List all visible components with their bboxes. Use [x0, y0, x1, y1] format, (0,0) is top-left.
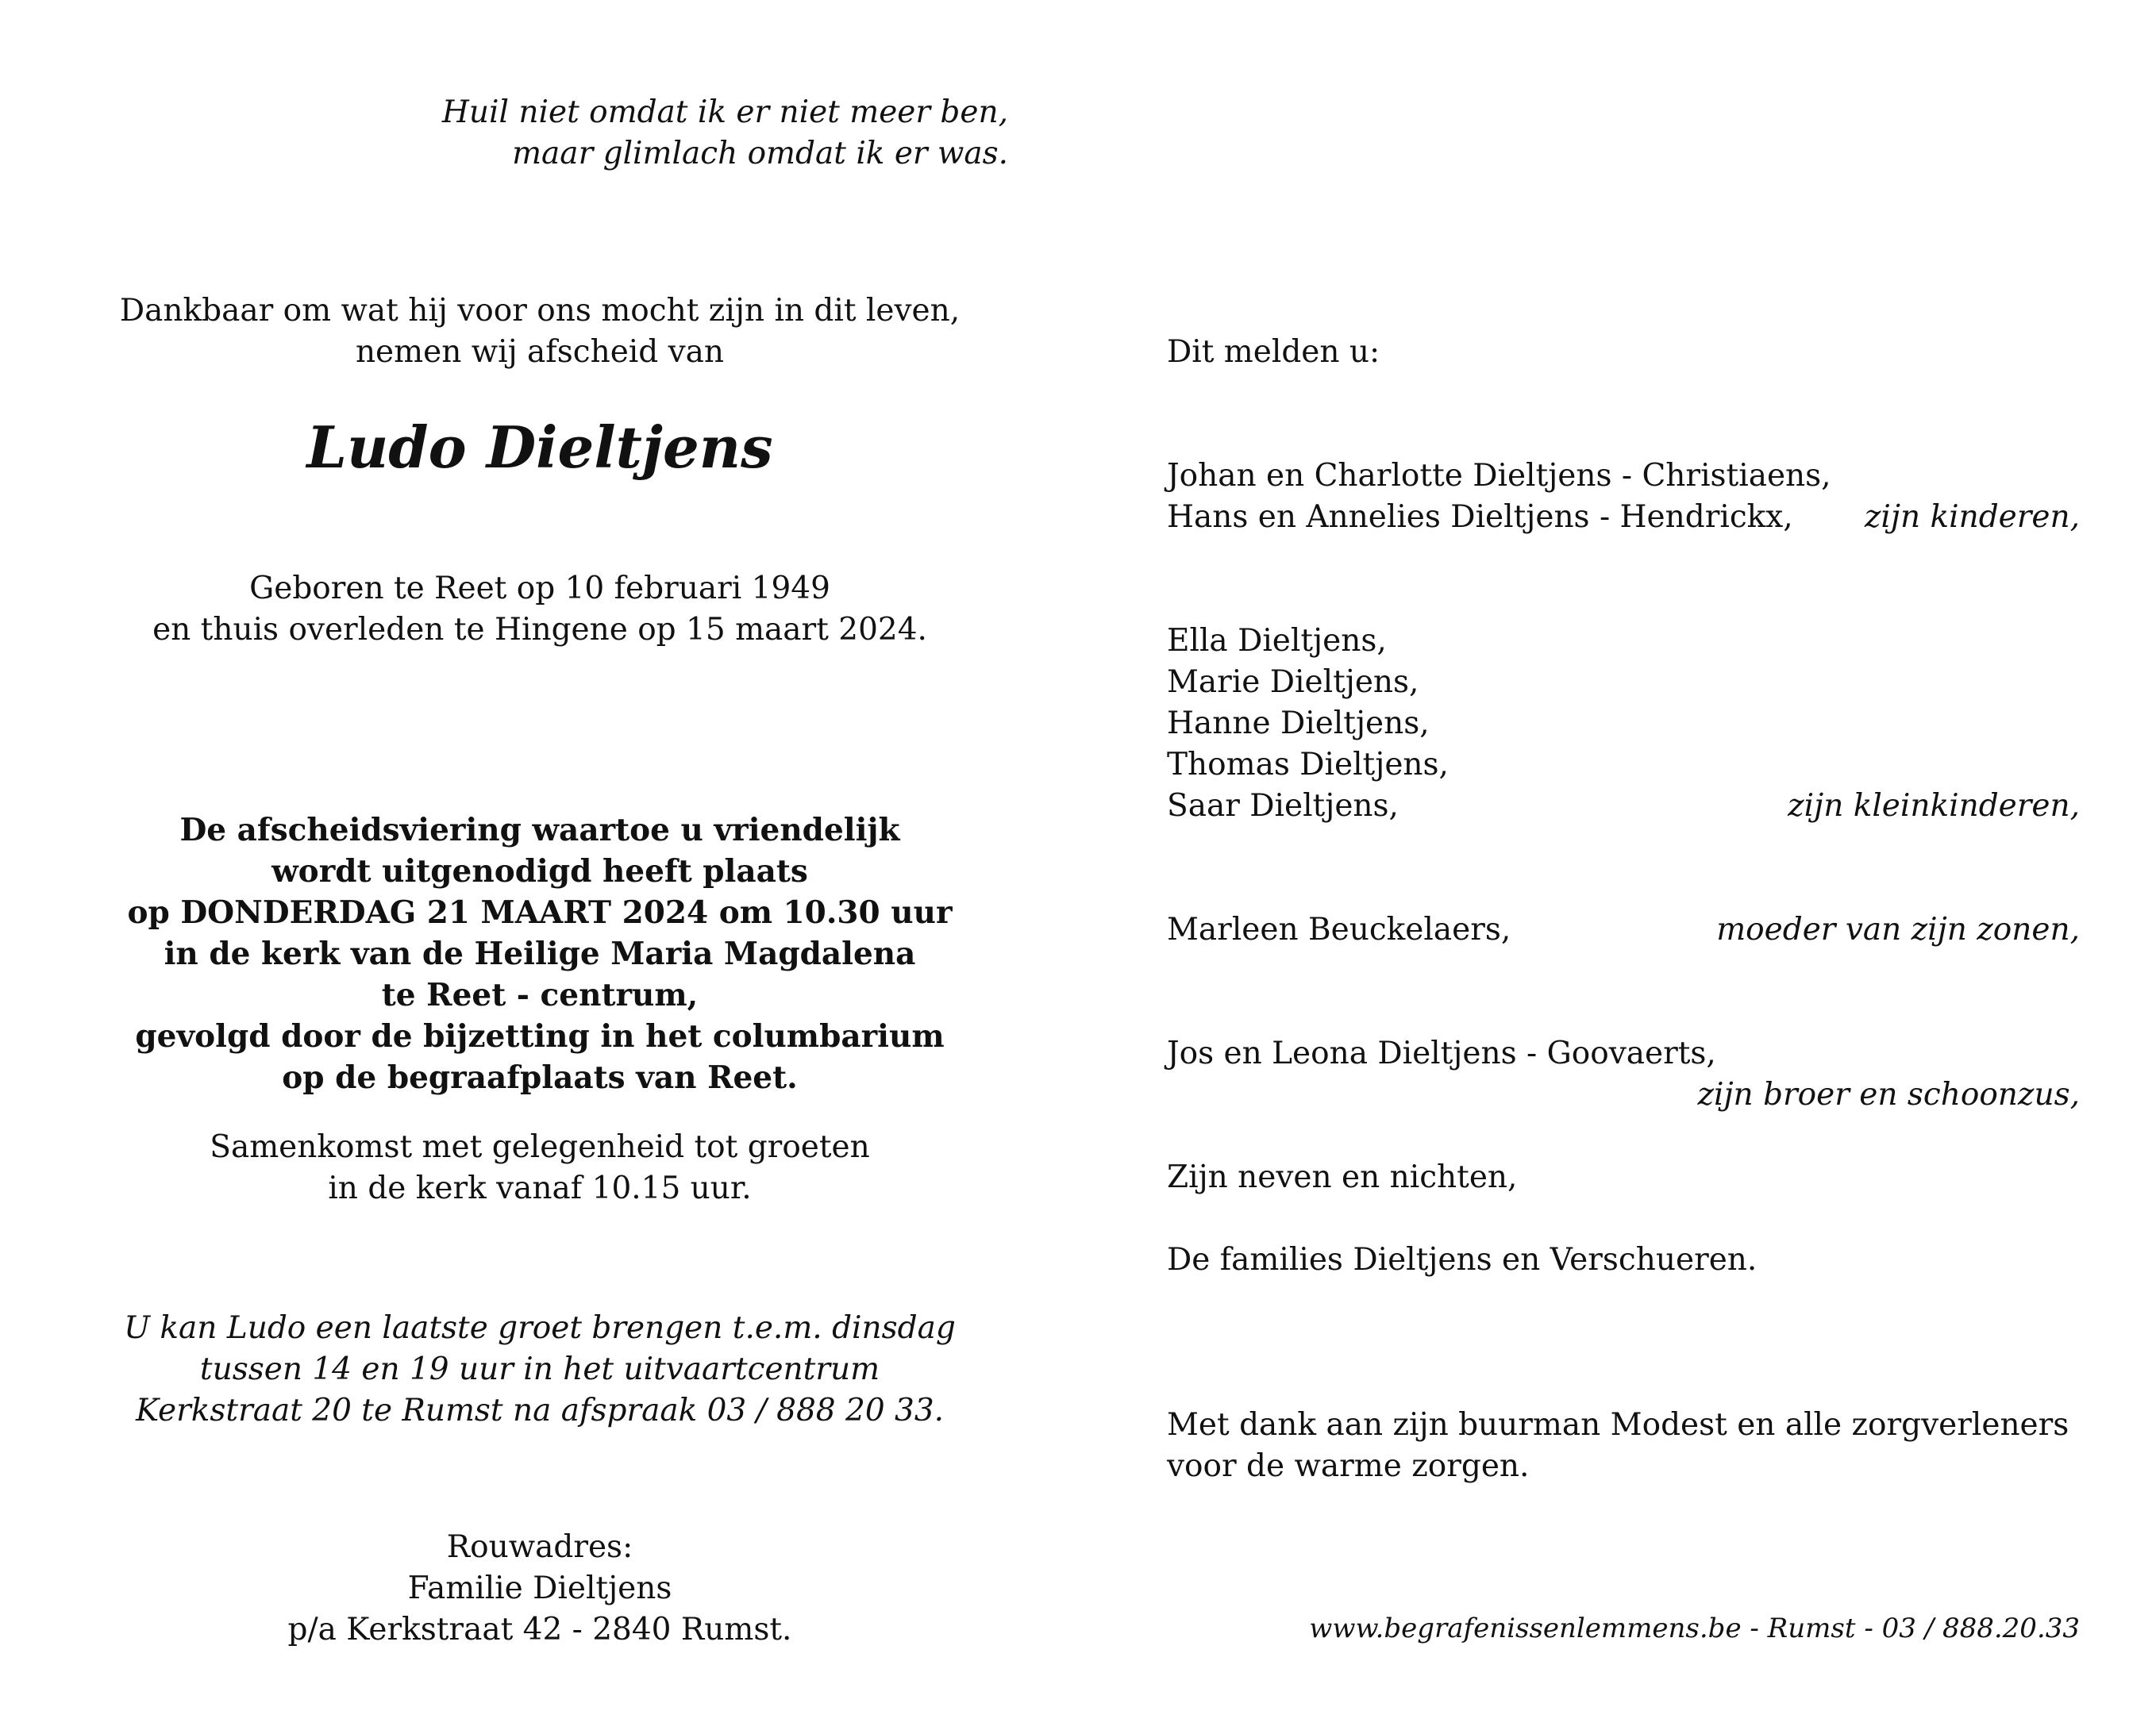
relation-label: zijn kinderen,: [1864, 499, 2080, 535]
family-member-name: Hans en Annelies Dieltjens - Hendrickx,: [1167, 499, 1793, 535]
ceremony-details: [48, 809, 1032, 1098]
dates-line: en thuis overleden te Hingene op 15 maart 2024.: [152, 612, 927, 648]
ceremony-line: te Reet - centrum,: [381, 977, 699, 1013]
family-row: [1167, 456, 2080, 497]
dates-line: Geboren te Reet op 10 februari 1949: [249, 571, 830, 606]
family-member-name: Marleen Beuckelaers,: [1167, 912, 1511, 948]
ceremony-line: op de begraafplaats van Reet.: [282, 1059, 798, 1096]
gathering-info: [48, 1127, 1032, 1209]
visit-line: Kerkstraat 20 te Rumst na afspraak 03 / 888 20 33.: [135, 1393, 945, 1428]
family-row: [1167, 786, 2080, 827]
quote-line: maar glimlach omdat ik er was.: [512, 136, 1008, 171]
family-row: [1167, 744, 2080, 786]
address-line: p/a Kerkstraat 42 - 2840 Rumst.: [287, 1612, 792, 1647]
family-member-name: Zijn neven en nichten,: [1167, 1159, 1518, 1195]
visit-line: tussen 14 en 19 uur in het uitvaartcentrum: [199, 1351, 880, 1387]
visit-line: U kan Ludo een laatste groet brengen t.e.m. dinsdag: [124, 1310, 956, 1346]
right-column: [1167, 0, 2080, 1734]
family-member-name: Saar Dieltjens,: [1167, 788, 1399, 824]
family-member-name: Thomas Dieltjens,: [1167, 747, 1449, 782]
ceremony-line: in de kerk van de Heilige Maria Magdalena: [164, 936, 916, 972]
visitation-info: [48, 1308, 1032, 1432]
relation-label: moeder van zijn zonen,: [1716, 912, 2080, 948]
thanks-line: voor de warme zorgen.: [1167, 1448, 1530, 1484]
family-member-name: Jos en Leona Dieltjens - Goovaerts,: [1167, 1036, 1716, 1071]
address-line: Rouwadres:: [446, 1529, 633, 1565]
grandchildren-group: [1167, 621, 2080, 827]
family-member-name: Ella Dieltjens,: [1167, 623, 1387, 659]
family-row: [1167, 621, 2080, 662]
quote-line: Huil niet omdat ik er niet meer ben,: [441, 94, 1008, 130]
mourning-address: [48, 1527, 1032, 1651]
family-row: [1167, 1240, 2080, 1281]
memorial-quote: [373, 92, 1008, 175]
relation-label: zijn kleinkinderen,: [1788, 788, 2080, 824]
family-member-name: Johan en Charlotte Dieltjens - Christiaens,: [1167, 458, 1831, 494]
intro-line: Dankbaar om wat hij voor ons mocht zijn in dit leven,: [119, 293, 961, 329]
relation-label: zijn broer en schoonzus,: [1697, 1077, 2080, 1113]
family-row: [1167, 909, 2080, 951]
ceremony-line: wordt uitgenodigd heeft plaats: [271, 853, 808, 890]
family-member-name: Hanne Dieltjens,: [1167, 706, 1430, 741]
address-line: Familie Dieltjens: [407, 1571, 672, 1606]
intro-text: [48, 290, 1032, 373]
family-row: [1167, 703, 2080, 744]
mother-group: [1167, 909, 2080, 951]
funeral-home-footer: www.begrafenissenlemmens.be - Rumst - 03 / 888.20.33: [1309, 1613, 2080, 1644]
brother-group: [1167, 1033, 2080, 1116]
cousins-line: [1167, 1157, 2080, 1198]
birth-death-dates: [48, 568, 1032, 651]
gathering-line: Samenkomst met gelegenheid tot groeten: [210, 1129, 870, 1165]
ceremony-line: gevolgd door de bijzetting in het columbarium: [135, 1018, 945, 1055]
family-row: [1167, 662, 2080, 703]
thanks-text: [1167, 1405, 2080, 1487]
ceremony-line: De afscheidsviering waartoe u vriendelijk: [179, 812, 900, 848]
family-member-name: Marie Dieltjens,: [1167, 664, 1419, 700]
ceremony-line: op DONDERDAG 21 MAART 2024 om 10.30 uur: [127, 894, 953, 931]
families-line: [1167, 1240, 2080, 1281]
family-row: [1167, 1033, 2080, 1075]
deceased-name: Ludo Dieltjens: [306, 413, 773, 481]
family-row: [1167, 497, 2080, 538]
intro-line: nemen wij afscheid van: [355, 334, 725, 370]
children-group: [1167, 456, 2080, 538]
thanks-line: Met dank aan zijn buurman Modest en alle zorgverleners: [1167, 1407, 2069, 1443]
family-member-name: De families Dieltjens en Verschueren.: [1167, 1242, 1758, 1278]
family-row: [1167, 1157, 2080, 1198]
announcement-heading: Dit melden u:: [1167, 334, 1380, 370]
gathering-line: in de kerk vanaf 10.15 uur.: [328, 1171, 752, 1206]
